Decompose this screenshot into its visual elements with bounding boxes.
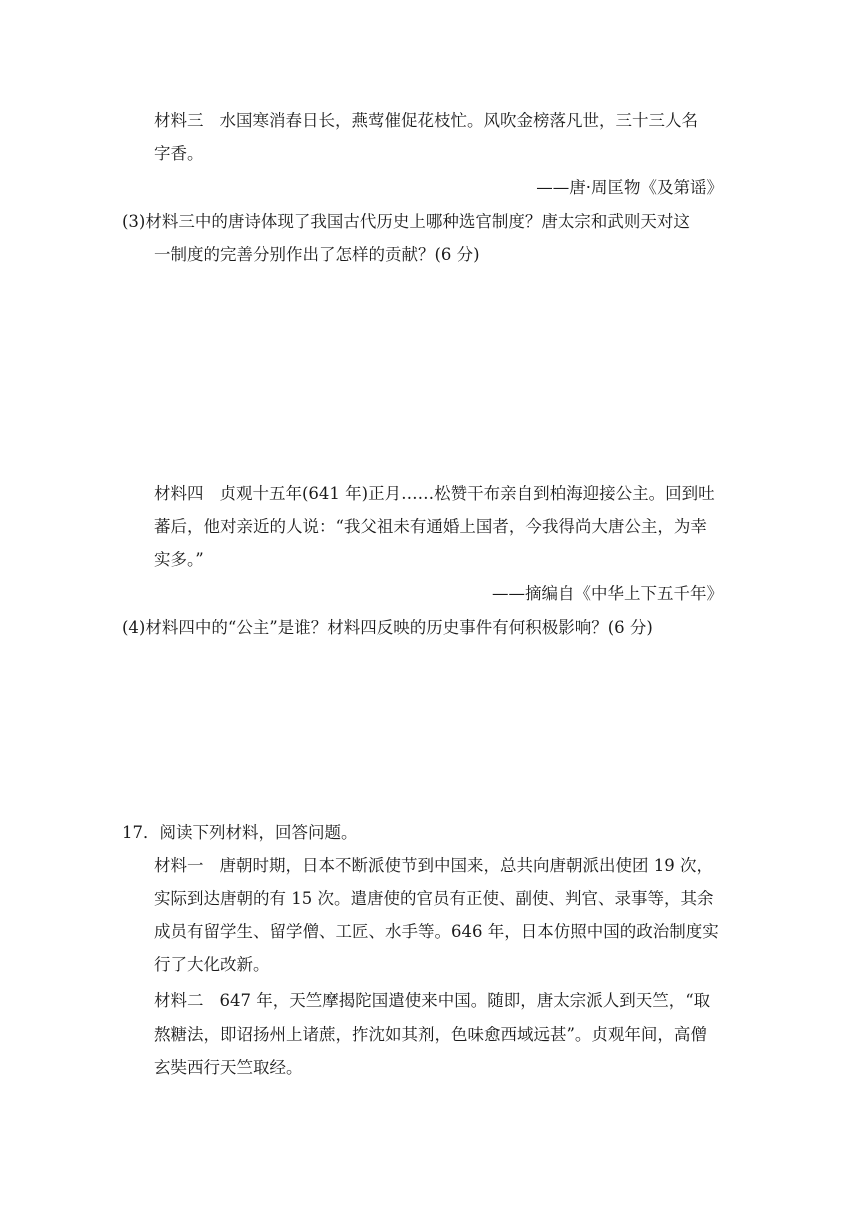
- q17-material1-line3: 成员有留学生、留学僧、工匠、水手等。646 年，日本仿照中国的政治制度实: [154, 922, 719, 941]
- question4-line1: (4)材料四中的“公主”是谁？材料四反映的历史事件有何积极影响？(6 分): [122, 618, 653, 637]
- question17-stem: 17．阅读下列材料，回答问题。: [122, 823, 358, 842]
- material3-line1: [154, 113, 698, 130]
- material4-line2: 蕃后，他对亲近的人说：“我父祖未有通婚上国者，今我得尚大唐公主，为幸: [154, 517, 707, 536]
- material3-source: ——唐·周匡物《及第谣》: [536, 178, 723, 197]
- q17-material1-line4: 行了大化改新。: [154, 955, 270, 974]
- q17-material1-line1: [154, 858, 713, 875]
- material4-line3: 实多。”: [154, 550, 204, 569]
- q17-material1-text-1: 唐朝时期，日本不断派使节到中国来，总共向唐朝派出使团 19 次，: [219, 856, 713, 875]
- material3-line2: 字香。: [154, 144, 204, 163]
- material3-text-1: 水国寒消春日长，燕莺催促花枝忙。风吹金榜落凡世，三十三人名: [219, 111, 698, 130]
- material4-line1: [154, 486, 715, 503]
- material3-label: 材料三: [154, 111, 204, 130]
- material4-label: 材料四: [154, 484, 204, 503]
- q17-material2-line2: 熬糖法，即诏扬州上诸蔗，拃沈如其剂，色味愈西域远甚”。贞观年间，高僧: [154, 1025, 707, 1044]
- q17-material2-line3: 玄奘西行天竺取经。: [154, 1058, 303, 1077]
- q17-material2-label: 材料二: [154, 991, 204, 1010]
- q17-material1-line2: 实际到达唐朝的有 15 次。遣唐使的官员有正使、副使、判官、录事等，其余: [154, 889, 714, 908]
- q17-material2-text-1: 647 年，天竺摩揭陀国遣使来中国。随即，唐太宗派人到天竺，“取: [219, 991, 711, 1010]
- q17-material2-line1: [154, 993, 710, 1010]
- material4-source: ——摘编自《中华上下五千年》: [492, 584, 723, 603]
- question3-line2: 一制度的完善分别作出了怎样的贡献？(6 分): [154, 245, 480, 264]
- q17-material1-label: 材料一: [154, 856, 204, 875]
- material4-text-1: 贞观十五年(641 年)正月……松赞干布亲自到柏海迎接公主。回到吐: [219, 484, 715, 503]
- question3-line1: (3)材料三中的唐诗体现了我国古代历史上哪种选官制度？唐太宗和武则天对这: [122, 212, 690, 231]
